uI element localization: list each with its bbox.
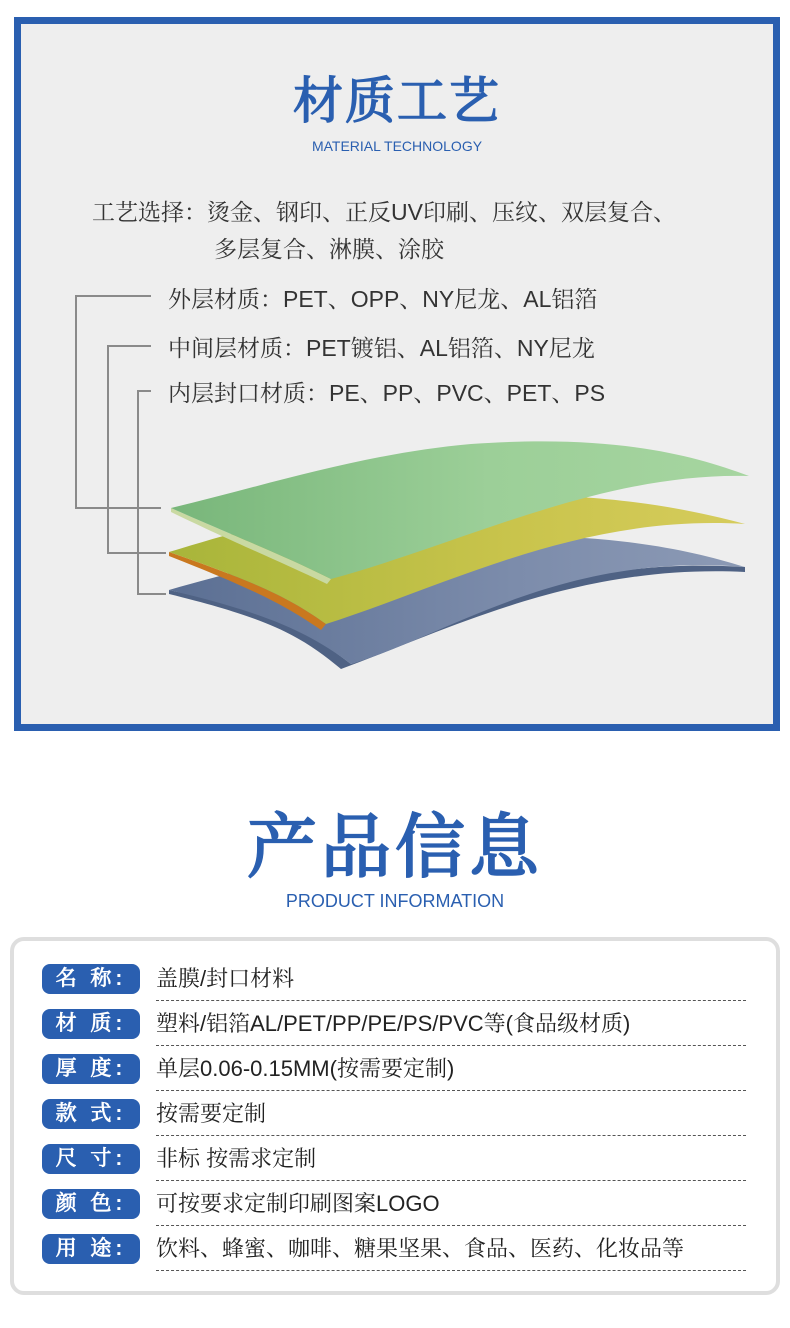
material-subtitle: MATERIAL TECHNOLOGY [311,138,483,154]
info-label: 尺 寸: [42,1144,140,1174]
info-row-usage [14,1221,776,1266]
material-title: 材质工艺 [293,73,501,129]
inner-layer-label: 内层封口材质：PE、PP、PVC、PET、PS [168,380,606,406]
film-layers-illustration [21,24,773,724]
info-row-size [14,1131,776,1176]
middle-layer-label: 中间层材质：PET镀铝、AL铝箔、NY尼龙 [168,335,595,361]
process-text-line1: 工艺选择：烫金、钢印、正反UV印刷、压纹、双层复合、 [92,199,676,225]
info-value: 非标 按需求定制 [156,1146,317,1171]
outer-layer-connector [76,296,161,508]
info-value: 按需要定制 [156,1101,267,1126]
info-label: 款 式: [42,1099,140,1129]
product-subtitle: PRODUCT INFORMATION [285,891,505,911]
info-label: 材 质: [42,1009,140,1039]
info-label: 用 途: [42,1234,140,1264]
info-row-name [14,951,776,996]
process-text-line2: 多层复合、淋膜、涂胶 [214,236,444,262]
info-row-thickness [14,1041,776,1086]
info-value: 饮料、蜂蜜、咖啡、糖果坚果、食品、医药、化妆品等 [156,1236,685,1261]
product-title: 产品信息 [247,808,543,886]
info-label: 名 称: [42,964,140,994]
material-technology-panel [14,17,780,731]
product-info-table [10,937,780,1295]
info-label: 颜 色: [42,1189,140,1219]
info-row-color [14,1176,776,1221]
inner-layer-connector [138,391,166,594]
row-divider [156,1270,746,1271]
info-value: 单层0.06-0.15MM(按需要定制) [156,1056,455,1081]
info-value: 盖膜/封口材料 [156,966,295,991]
outer-layer-label: 外层材质：PET、OPP、NY尼龙、AL铝箔 [168,286,598,312]
info-value: 可按要求定制印刷图案LOGO [156,1191,440,1216]
info-row-material [14,996,776,1041]
info-value: 塑料/铝箔AL/PET/PP/PE/PS/PVC等(食品级材质) [156,1011,631,1036]
info-label: 厚 度: [42,1054,140,1084]
info-row-style [14,1086,776,1131]
